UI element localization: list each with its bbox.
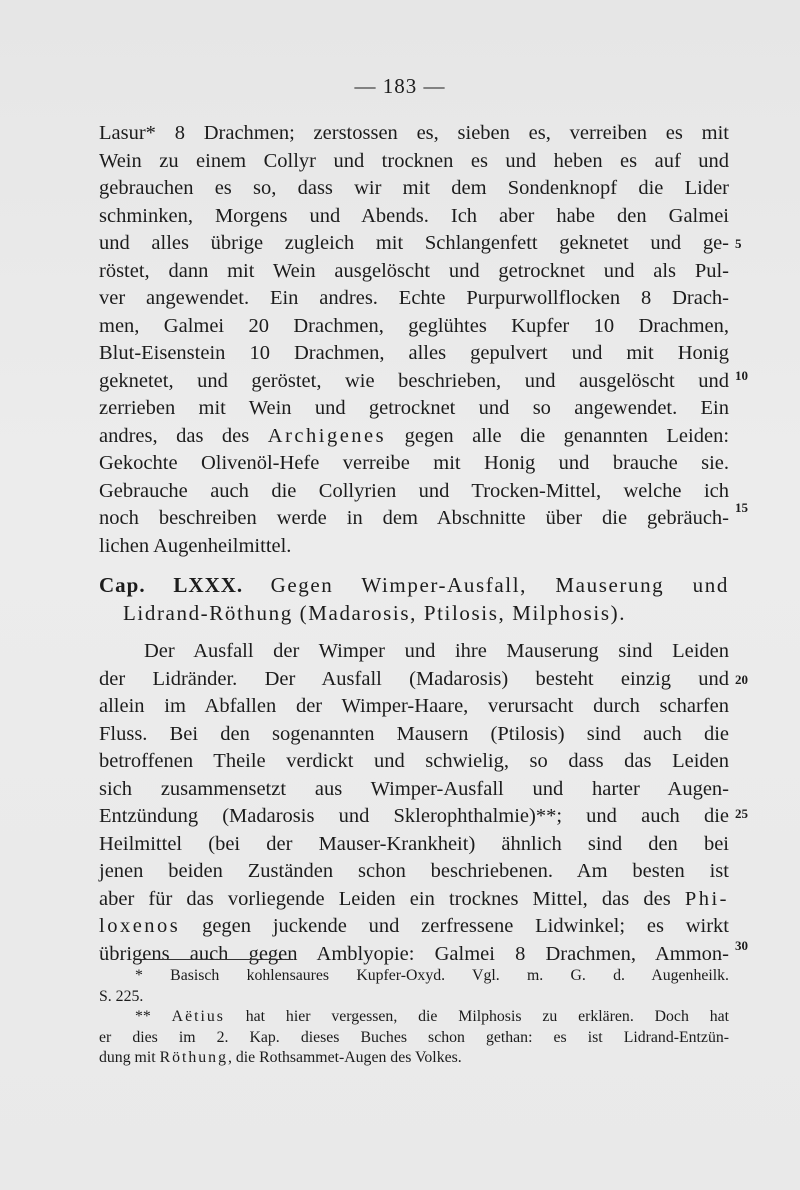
- text-line: lichen Augenheilmittel.: [99, 534, 292, 557]
- paragraph-recipe: [99, 120, 729, 560]
- chapter-title-1: Gegen Wimper-Ausfall, Mauserung und: [270, 573, 729, 597]
- text-line: und alles übrige zugleich mit Schlangenfett geknetet und ge-: [99, 232, 729, 254]
- text-line: allein im Abfallen der Wimper-Haare, verursacht durch scharfen: [99, 695, 729, 717]
- footnote-1-line: S. 225.: [99, 987, 144, 1005]
- margin-line-number: 10: [735, 368, 748, 383]
- text-line: Fluss. Bei den sogenannten Mausern (Ptilosis) sind auch die: [99, 722, 729, 745]
- text-line: betroffenen Theile verdickt und schwielig, so dass das Leiden: [99, 750, 729, 772]
- footnote-rule: [141, 959, 293, 960]
- text-line: jenen beiden Zuständen schon beschriebenen. Am besten ist: [99, 860, 729, 882]
- text-line: zerrieben mit Wein und getrocknet und so angewendet. Ein: [99, 397, 729, 419]
- spaced-word-roethung: Röthung: [159, 1049, 228, 1066]
- footnote-2-line: er dies im 2. Kap. dieses Buches schon gethan: es ist Lidrand-Entzün-: [99, 1028, 729, 1046]
- text-segment: aber für das vorliegende Leiden ein trocknes Mittel, das des: [99, 887, 671, 910]
- margin-line-number: 30: [735, 938, 748, 953]
- margin-line-number: 20: [735, 672, 748, 687]
- text-segment: hat hier vergessen, die Milphosis zu erklären. Doch hat: [245, 1008, 729, 1025]
- footnote-2-line: [99, 1007, 729, 1028]
- text-line: sich zusammensetzt aus Wimper-Ausfall und harter Augen-: [99, 777, 729, 800]
- text-line: Entzündung (Madarosis und Sklerophthalmie)**; und auch die: [99, 805, 729, 827]
- text-line-philoxenos-1: [99, 886, 729, 914]
- text-line: noch beschreiben werde in dem Abschnitte über die gebräuch-: [99, 507, 729, 529]
- text-segment: andres, das des: [99, 424, 250, 447]
- footnotes: [99, 966, 729, 1069]
- spaced-name-archigenes: Archigenes: [267, 424, 387, 447]
- footnote-mark: **: [135, 1008, 151, 1025]
- chapter-title-2: Lidrand-Röthung (Madarosis, Ptilosis, Milphosis).: [123, 600, 627, 625]
- footnote-2-line: [99, 1048, 729, 1069]
- paragraph-madarosis: [99, 638, 729, 968]
- text-line-philoxenos-2: [99, 913, 729, 941]
- text-line-archigenes: [99, 423, 729, 451]
- text-line: schminken, Morgens und Abends. Ich aber habe den Galmei: [99, 204, 729, 227]
- text-line: Heilmittel (bei der Mauser-Krankheit) ähnlich sind den bei: [99, 832, 729, 855]
- text-line: röstet, dann mit Wein ausgelöscht und getrocknet und als Pul-: [99, 259, 729, 282]
- text-line: Blut-Eisenstein 10 Drachmen, alles gepulvert und mit Honig: [99, 342, 729, 364]
- margin-line-number: 15: [735, 500, 748, 515]
- text-line: Gebrauche auch die Collyrien und Trocken-Mittel, welche ich: [99, 479, 729, 502]
- text-line: men, Galmei 20 Drachmen, geglühtes Kupfer 10 Drachmen,: [99, 314, 729, 337]
- margin-line-number: 5: [735, 236, 742, 251]
- text-segment: , die Rothsammet-Augen des Volkes.: [227, 1049, 462, 1066]
- text-line: Lasur* 8 Drachmen; zerstossen es, sieben es, verreiben es mit: [99, 122, 729, 144]
- text-line: übrigens auch gegen Amblyopie: Galmei 8 Drachmen, Ammon-: [99, 942, 729, 965]
- page-number: — 183 —: [354, 74, 446, 98]
- spaced-name-aetius: Aëtius: [171, 1008, 225, 1025]
- spaced-name-philoxenos-part2: loxenos: [99, 915, 181, 937]
- text-line: geknetet, und geröstet, wie beschrieben, und ausgelöscht und: [99, 369, 729, 392]
- text-segment: gegen alle die genannten Leiden:: [404, 424, 730, 447]
- text-segment: dung mit: [99, 1049, 156, 1066]
- chapter-heading: [99, 572, 729, 627]
- footnote-1-line: * Basisch kohlensaures Kupfer-Oxyd. Vgl. m. G. d. Augenheilk.: [135, 967, 729, 984]
- spaced-name-philoxenos-part1: Phi-: [684, 887, 729, 910]
- text-segment: gegen juckende und zerfressene Lidwinkel; es wirkt: [202, 915, 729, 937]
- margin-line-number: 25: [735, 806, 748, 821]
- text-line: der Lidränder. Der Ausfall (Madarosis) besteht einzig und: [99, 667, 729, 690]
- chapter-label: Cap. LXXX.: [99, 573, 244, 597]
- chapter-heading-line-1: [99, 572, 729, 600]
- text-line: Wein zu einem Collyr und trocknen es und heben es auf und: [99, 149, 729, 172]
- text-line: Gekochte Olivenöl-Hefe verreibe mit Honig und brauche sie.: [99, 452, 729, 474]
- text-line: gebrauchen es so, dass wir mit dem Sondenknopf die Lider: [99, 177, 729, 199]
- text-line: Der Ausfall der Wimper und ihre Mauserung sind Leiden: [144, 640, 729, 662]
- text-line: ver angewendet. Ein andres. Echte Purpurwollflocken 8 Drach-: [99, 287, 729, 309]
